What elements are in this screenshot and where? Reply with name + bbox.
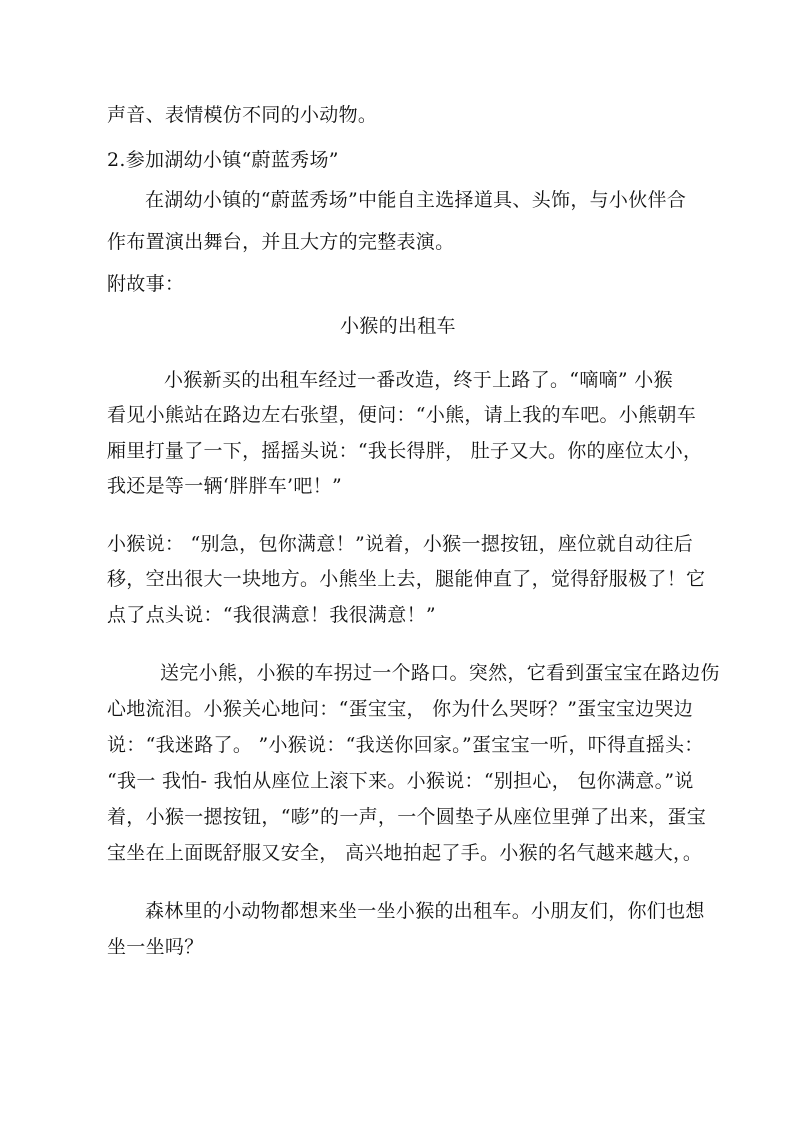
story-p3-line-6: 宝坐在上面既舒服又安全， 高兴地拍起了手。小猴的名气越来越大，。 xyxy=(107,842,703,864)
section-2-heading: 2.参加湖幼小镇“蔚蓝秀场” xyxy=(107,149,339,171)
section-2-paragraph-line-2: 作布置演出舞台，并且大方的完整表演。 xyxy=(107,231,455,253)
story-p3-line-4: “我一 我怕- 我怕从座位上滚下来。小猴说：“别担心， 包你满意。”说 xyxy=(107,770,694,792)
story-p4-line-1: 森林里的小动物都想来坐一坐小猴的出租车。小朋友们，你们也想 xyxy=(145,900,705,922)
story-title: 小猴的出租车 xyxy=(340,315,456,337)
intro-line-1: 声音、表情模仿不同的小动物。 xyxy=(107,104,378,126)
story-p3-line-1: 送完小熊，小猴的车拐过一个路口。突然，它看到蛋宝宝在路边伤 xyxy=(160,662,720,684)
story-p3-line-5: 着，小猴一摁按钮，“嘭”的一声，一个圆垫子从座位里弹了出来，蛋宝 xyxy=(107,806,707,828)
story-p1-line-2: 看见小熊站在路边左右张望，便问：“小熊，请上我的车吧。小熊朝车 xyxy=(107,404,697,426)
story-p3-line-2: 心地流泪。小猴关心地问：“蛋宝宝， 你为什么哭呀？”蛋宝宝边哭边 xyxy=(107,698,694,720)
story-p2-line-1: 小猴说： “别急，包你满意！”说着，小猴一摁按钮，座位就自动往后 xyxy=(107,533,694,555)
appendix-label: 附故事： xyxy=(107,273,185,295)
section-2-paragraph-line-1: 在湖幼小镇的“蔚蓝秀场”中能自主选择道具、头饰，与小伙伴合 xyxy=(145,189,687,211)
story-p2-line-3: 点了点头说：“我很满意！我很满意！” xyxy=(107,604,436,626)
story-p3-line-3: 说：“我迷路了。 ”小猴说：“我送你回家。”蛋宝宝一听，吓得直摇头： xyxy=(107,734,704,756)
story-p1-line-1: 小猴新买的出租车经过一番改造，终于上路了。“嘀嘀” 小猴 xyxy=(164,369,673,391)
story-p1-line-4: 我还是等一辆‘胖胖车’吧！” xyxy=(107,475,342,497)
story-p2-line-2: 移，空出很大一块地方。小熊坐上去，腿能伸直了，觉得舒服极了！它 xyxy=(107,568,706,590)
story-p1-line-3: 厢里打量了一下，摇摇头说：“我长得胖， 肚子又大。你的座位太小， xyxy=(107,440,703,462)
story-p4-line-2: 坐一坐吗？ xyxy=(107,936,204,958)
